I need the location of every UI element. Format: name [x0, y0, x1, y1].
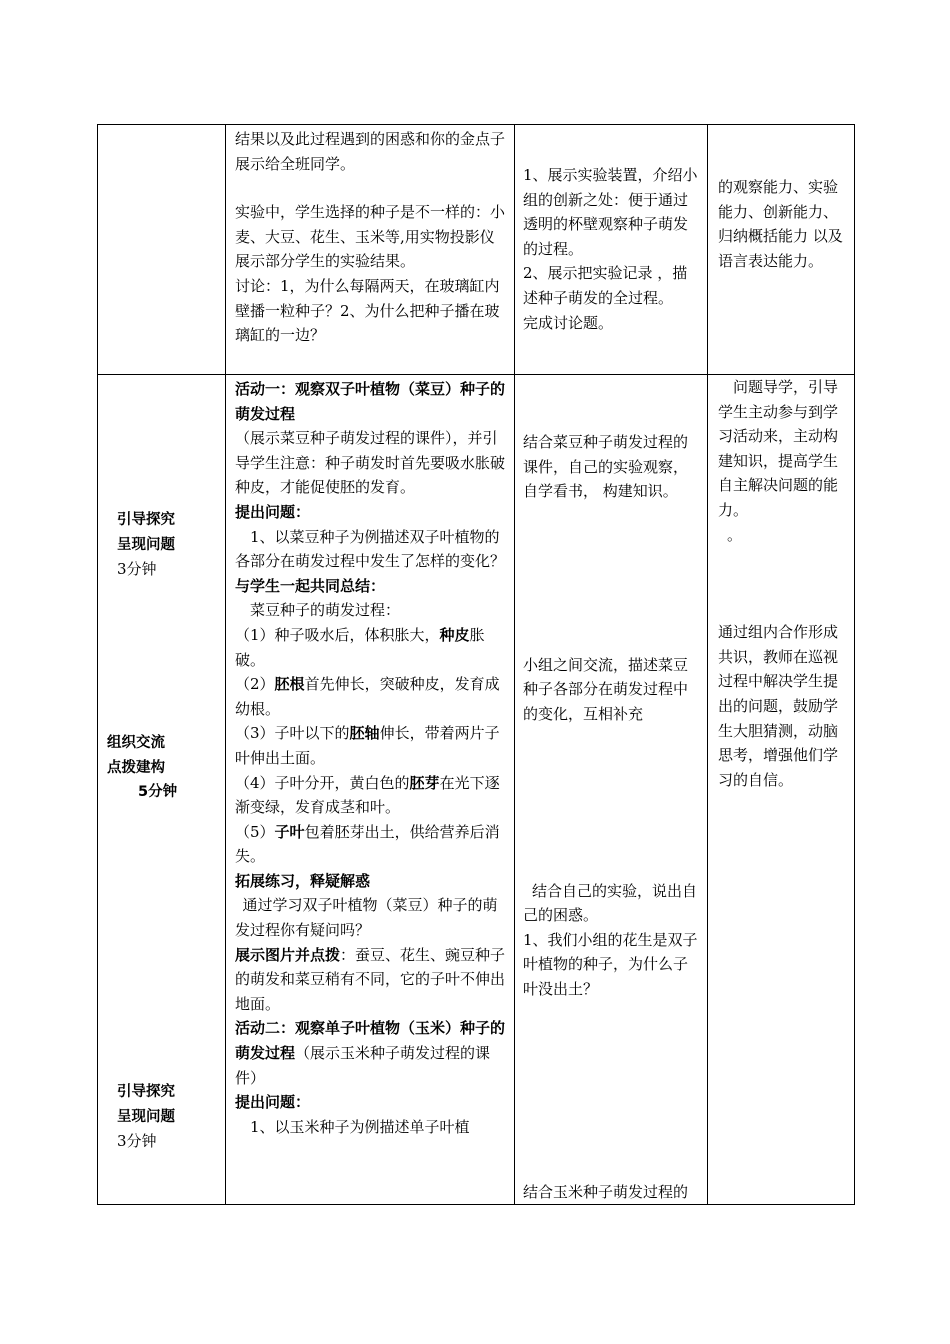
paragraph: （展示菜豆种子萌发过程的课件），并引导学生注意：种子萌发时首先要吸水胀破种皮，才能促使胚的发育。 — [235, 429, 506, 497]
keyword: 胚芽 — [409, 773, 440, 792]
stage-cell-empty — [98, 125, 226, 375]
activity-heading: 活动一：观察双子叶植物（菜豆）种子的萌发过程 — [235, 380, 506, 423]
list-item — [235, 672, 506, 721]
paragraph: 1、以菜豆种子为例描述双子叶植物的各部分在萌发过程中发生了怎样的变化？ — [235, 527, 506, 571]
paragraph: 结合菜豆种子萌发过程的课件，自己的实验观察，自学看书， 构建知识。 — [523, 433, 689, 501]
paragraph: 完成讨论题。 — [523, 313, 614, 332]
section-heading: 与学生一起共同总结： — [235, 576, 386, 595]
paragraph: 的观察能力、实验能力、创新能力、归纳概括能力 以及语言表达能力。 — [718, 178, 843, 270]
stage-label — [117, 508, 175, 582]
keyword: 种皮 — [439, 625, 470, 644]
paragraph — [235, 1016, 506, 1090]
list-text: （5） — [235, 822, 275, 841]
keyword: 展示图片并点拨 — [235, 945, 341, 964]
paragraph: 。 — [727, 525, 743, 544]
list-item — [235, 623, 506, 672]
paragraph-text: ：蚕豆、花生、豌豆种子的萌发和菜豆稍有不同，它的子叶不伸出地面。 — [235, 945, 506, 1013]
paragraph: 1、展示实验装置，介绍小组的创新之处：便于通过透明的杯壁观察种子萌发的过程。 — [523, 166, 698, 258]
paragraph: 通过学习双子叶植物（菜豆）种子的萌发过程你有疑问吗？ — [235, 896, 498, 940]
paragraph-text: （展示玉米种子萌发过程的课件） — [235, 1044, 491, 1087]
table-row — [98, 375, 855, 1205]
stage-title: 点拨建构 — [107, 759, 165, 776]
paragraph: 结合自己的实验，说出自己的困惑。 — [523, 881, 698, 925]
paragraph — [235, 943, 506, 1017]
design-intent-cell — [708, 125, 855, 375]
paragraph: 问题导学，引导学生主动参与到学习活动来，主动构建知识，提高学生自主解决问题的能力。 — [718, 378, 839, 519]
list-item — [235, 820, 506, 869]
list-text: 首先伸长，突破种皮，发育成幼根。 — [235, 675, 500, 718]
stage-duration: 3分钟 — [117, 560, 157, 579]
paragraph: 讨论：1，为什么每隔两天，在玻璃缸内壁播一粒种子？2、为什么把种子播在玻璃缸的一边？ — [235, 276, 500, 345]
paragraph: 1、以玉米种子为例描述单子叶植 — [250, 1117, 470, 1136]
paragraph: 2、展示把实验记录 ，描述种子萌发的全过程。 — [523, 264, 688, 307]
stage-duration: 5分钟 — [138, 784, 178, 801]
stage-title: 呈现问题 — [117, 536, 175, 553]
stage-duration: 3分钟 — [117, 1132, 157, 1151]
list-text: （3）子叶以下的 — [235, 724, 350, 743]
stage-label — [107, 731, 177, 805]
keyword: 胚根 — [274, 675, 305, 694]
teacher-activity-cell — [226, 375, 515, 1205]
section-heading: 提出问题： — [235, 1093, 311, 1112]
keyword: 子叶 — [274, 822, 305, 841]
student-activity-cell — [515, 125, 708, 375]
stage-title: 引导探究 — [117, 512, 175, 528]
list-item — [235, 771, 506, 820]
lesson-plan-table — [97, 124, 855, 1205]
list-text: 在光下逐渐变绿，发育成茎和叶。 — [235, 773, 500, 817]
list-text: 包着胚芽出土，供给营养后消失。 — [235, 822, 500, 866]
teacher-activity-cell — [226, 125, 515, 375]
stage-label — [117, 1080, 175, 1154]
stage-title: 组织交流 — [107, 735, 165, 751]
list-text: 胀破。 — [235, 625, 485, 669]
section-heading: 提出问题： — [235, 502, 311, 521]
paragraph: 结果以及此过程遇到的困惑和你的金点子展示给全班同学。 — [235, 130, 506, 173]
section-heading: 拓展练习，释疑解惑 — [235, 871, 371, 890]
stage-title: 呈现问题 — [117, 1108, 175, 1125]
student-activity-cell — [515, 375, 708, 1205]
list-text: 伸长，带着两片子叶伸出土面。 — [235, 724, 500, 767]
table-row — [98, 125, 855, 375]
list-text: （1）种子吸水后，体积胀大， — [235, 625, 440, 644]
stage-title: 引导探究 — [117, 1084, 175, 1100]
paragraph: 小组之间交流，描述菜豆种子各部分在萌发过程中的变化，互相补充 — [523, 655, 689, 723]
list-item — [235, 721, 506, 770]
paragraph: 结合玉米种子萌发过程的 — [523, 1182, 689, 1201]
paragraph: 实验中，学生选择的种子是不一样的：小麦、大豆、花生、玉米等,用实物投影仪展示部分学生的实验结果。 — [235, 203, 506, 271]
paragraph: 通过组内合作形成共识，教师在巡视过程中解决学生提出的问题，鼓励学生大胆猜测，动脑思考，增强他们学习的自信。 — [718, 623, 839, 789]
paragraph: 1、我们小组的花生是双子叶植物的种子，为什么子叶没出土？ — [523, 930, 698, 998]
list-text: （2） — [235, 675, 275, 694]
list-text: （4）子叶分开，黄白色的 — [235, 773, 410, 792]
paragraph: 菜豆种子的萌发过程： — [250, 601, 401, 620]
design-intent-cell — [708, 375, 855, 1205]
keyword: 胚轴 — [349, 724, 380, 743]
activity-heading: 活动二：观察单子叶植物（玉米）种子的萌发过程 — [235, 1019, 506, 1063]
